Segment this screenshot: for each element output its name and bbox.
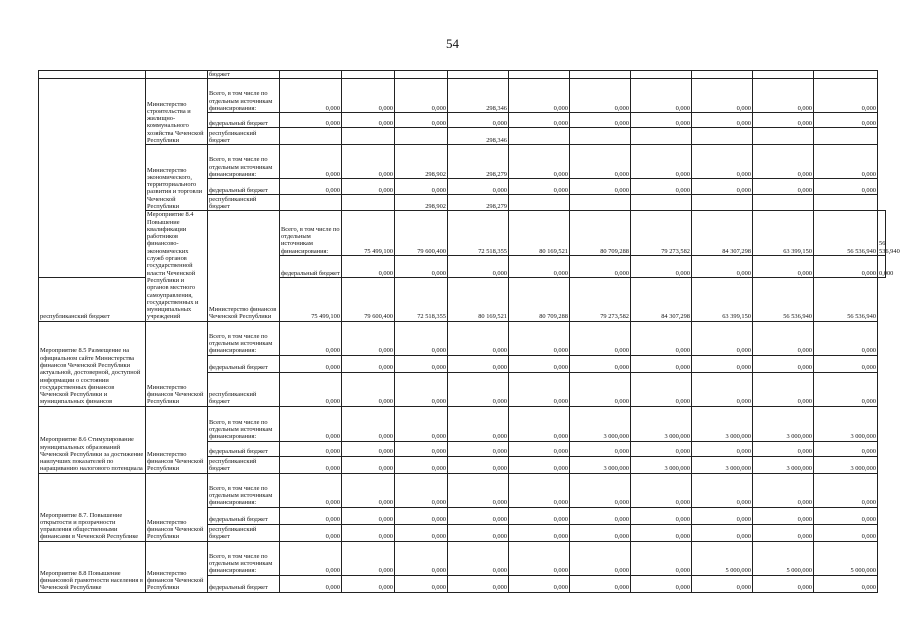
value-cell: 0,000 (814, 473, 878, 507)
value-cell: 0,000 (631, 79, 692, 113)
value-cell: 0,000 (570, 473, 631, 507)
value-cell: 63 399,150 (753, 211, 814, 256)
value-cell (280, 128, 342, 145)
value-cell: 0,000 (814, 372, 878, 406)
value-cell (395, 128, 448, 145)
executor-cell: Министерство финансов Чеченской Республики (146, 321, 208, 406)
value-cell: 0,000 (448, 256, 509, 278)
value-cell: 0,000 (570, 256, 631, 278)
value-cell: 0,000 (753, 145, 814, 179)
value-cell: 0,000 (342, 507, 395, 524)
value-cell: 5 000,000 (692, 541, 753, 575)
value-cell: 0,000 (395, 113, 448, 128)
value-cell: 298,346 (448, 79, 509, 113)
value-cell (692, 71, 753, 79)
funding-source-cell: федеральный бюджет (208, 441, 280, 456)
value-cell: 79 273,582 (631, 211, 692, 256)
value-cell: 5 000,000 (753, 541, 814, 575)
value-cell: 0,000 (631, 507, 692, 524)
value-cell: 0,000 (692, 441, 753, 456)
executor-cell: Министерство строительства и жилищно-коммунального хозяйства Чеченской Республики (146, 79, 208, 145)
value-cell: 0,000 (509, 507, 570, 524)
value-cell: 0,000 (280, 507, 342, 524)
value-cell: 0,000 (631, 441, 692, 456)
budget-table (38, 70, 900, 593)
value-cell (280, 195, 342, 211)
value-cell: 0,000 (509, 355, 570, 372)
value-cell: 80 709,288 (509, 278, 570, 321)
value-cell: 0,000 (814, 145, 878, 179)
value-cell: 0,000 (631, 473, 692, 507)
value-cell: 0,000 (509, 441, 570, 456)
value-cell: 0,000 (395, 179, 448, 195)
value-cell (570, 195, 631, 211)
value-cell: 0,000 (692, 145, 753, 179)
value-cell: 0,000 (631, 179, 692, 195)
funding-source-cell: Всего, в том числе по отдельным источникам финансирования: (208, 79, 280, 113)
value-cell: 80 169,521 (509, 211, 570, 256)
value-cell (692, 195, 753, 211)
value-cell: 0,000 (692, 321, 753, 355)
value-cell: 298,279 (448, 195, 509, 211)
value-cell: 5 000,000 (814, 541, 878, 575)
value-cell: 0,000 (448, 473, 509, 507)
table-body (39, 71, 900, 593)
value-cell: 0,000 (570, 355, 631, 372)
value-cell: 0,000 (509, 372, 570, 406)
value-cell (814, 195, 878, 211)
funding-source-cell: федеральный бюджет (280, 256, 342, 278)
value-cell: 0,000 (753, 113, 814, 128)
table-row (39, 145, 886, 179)
value-cell: 0,000 (342, 145, 395, 179)
value-cell (814, 71, 878, 79)
value-cell: 0,000 (692, 524, 753, 541)
value-cell (753, 195, 814, 211)
value-cell: 0,000 (342, 321, 395, 355)
value-cell: 0,000 (448, 113, 509, 128)
value-cell: 0,000 (280, 456, 342, 473)
executor-cell: Министерство финансов Чеченской Республики (146, 473, 208, 541)
value-cell: 0,000 (631, 256, 692, 278)
value-cell: 298,346 (448, 128, 509, 145)
value-cell: 56 536,940 (878, 211, 886, 256)
value-cell: 0,000 (814, 575, 878, 592)
value-cell: 0,000 (342, 575, 395, 592)
table-row (39, 321, 886, 355)
value-cell: 3 000,000 (692, 406, 753, 441)
value-cell: 0,000 (342, 79, 395, 113)
value-cell: 0,000 (448, 541, 509, 575)
value-cell: 3 000,000 (631, 406, 692, 441)
value-cell: 298,279 (448, 145, 509, 179)
value-cell: 298,902 (395, 195, 448, 211)
value-cell: 0,000 (509, 473, 570, 507)
value-cell: 0,000 (342, 113, 395, 128)
value-cell: 0,000 (753, 179, 814, 195)
value-cell: 79 273,582 (570, 278, 631, 321)
value-cell: 84 307,298 (631, 278, 692, 321)
value-cell: 75 499,100 (280, 278, 342, 321)
funding-source-cell: федеральный бюджет (208, 179, 280, 195)
value-cell: 0,000 (280, 179, 342, 195)
value-cell: 0,000 (395, 406, 448, 441)
value-cell: 0,000 (570, 575, 631, 592)
table-row (39, 211, 886, 256)
value-cell: 0,000 (631, 541, 692, 575)
value-cell: 0,000 (342, 456, 395, 473)
value-cell: 0,000 (448, 372, 509, 406)
value-cell (509, 128, 570, 145)
value-cell: 0,000 (448, 179, 509, 195)
value-cell: 0,000 (753, 575, 814, 592)
value-cell: 0,000 (692, 473, 753, 507)
funding-source-cell: бюджет (208, 71, 280, 79)
value-cell: 3 000,000 (570, 456, 631, 473)
value-cell: 0,000 (395, 321, 448, 355)
value-cell (342, 128, 395, 145)
executor-cell: Министерство финансов Чеченской Республики (146, 541, 208, 592)
value-cell: 0,000 (814, 507, 878, 524)
value-cell: 0,000 (509, 406, 570, 441)
value-cell (509, 195, 570, 211)
value-cell: 0,000 (509, 541, 570, 575)
value-cell: 0,000 (753, 321, 814, 355)
funding-source-cell: республиканский бюджет (208, 372, 280, 406)
activity-name-cell: Мероприятие 8.4 Повышение квалификации работников финансово-экономических служб органов государственной власти Чеченской Республики и органов местного самоуправления, государственных и муниципальных учреждений (146, 211, 208, 321)
executor-cell: Министерство финансов Чеченской Республики (208, 211, 280, 321)
funding-source-cell: республиканский бюджет (208, 456, 280, 473)
value-cell: 0,000 (692, 372, 753, 406)
funding-source-cell: Всего, в том числе по отдельным источникам финансирования: (208, 145, 280, 179)
value-cell: 0,000 (280, 321, 342, 355)
value-cell: 0,000 (280, 441, 342, 456)
value-cell: 0,000 (692, 179, 753, 195)
value-cell: 0,000 (509, 145, 570, 179)
value-cell: 0,000 (570, 113, 631, 128)
table-row (39, 71, 886, 79)
funding-source-cell: федеральный бюджет (208, 355, 280, 372)
value-cell: 0,000 (570, 524, 631, 541)
value-cell: 0,000 (342, 524, 395, 541)
value-cell: 0,000 (570, 441, 631, 456)
value-cell: 63 399,150 (692, 278, 753, 321)
value-cell: 0,000 (570, 145, 631, 179)
value-cell (509, 71, 570, 79)
value-cell: 0,000 (878, 256, 886, 278)
value-cell (570, 128, 631, 145)
funding-source-cell: республиканский бюджет (208, 128, 280, 145)
value-cell: 0,000 (692, 79, 753, 113)
value-cell: 0,000 (753, 524, 814, 541)
value-cell: 0,000 (814, 355, 878, 372)
value-cell: 0,000 (692, 575, 753, 592)
value-cell: 0,000 (509, 575, 570, 592)
value-cell: 0,000 (395, 541, 448, 575)
value-cell (570, 71, 631, 79)
value-cell: 0,000 (631, 372, 692, 406)
value-cell: 0,000 (395, 575, 448, 592)
value-cell: 0,000 (342, 541, 395, 575)
executor-cell: Министерство экономического, территориального развития и торговли Чеченской Республики (146, 145, 208, 211)
value-cell: 0,000 (395, 441, 448, 456)
value-cell: 3 000,000 (753, 406, 814, 441)
value-cell (814, 128, 878, 145)
value-cell: 84 307,298 (692, 211, 753, 256)
value-cell (342, 71, 395, 79)
value-cell: 0,000 (753, 473, 814, 507)
value-cell: 80 169,521 (448, 278, 509, 321)
value-cell: 0,000 (395, 507, 448, 524)
funding-source-cell: республиканский бюджет (39, 278, 146, 321)
funding-source-cell: Всего, в том числе по отдельным источникам финансирования: (280, 211, 342, 256)
value-cell: 0,000 (509, 456, 570, 473)
funding-source-cell: федеральный бюджет (208, 575, 280, 592)
value-cell: 0,000 (280, 79, 342, 113)
value-cell (631, 195, 692, 211)
value-cell: 0,000 (395, 456, 448, 473)
table-row (39, 541, 886, 575)
value-cell: 0,000 (280, 524, 342, 541)
value-cell: 0,000 (448, 321, 509, 355)
value-cell: 0,000 (395, 79, 448, 113)
value-cell: 0,000 (280, 473, 342, 507)
value-cell: 0,000 (280, 113, 342, 128)
value-cell: 0,000 (570, 541, 631, 575)
value-cell: 0,000 (753, 372, 814, 406)
value-cell: 0,000 (692, 507, 753, 524)
value-cell: 0,000 (814, 79, 878, 113)
value-cell: 0,000 (509, 79, 570, 113)
value-cell: 0,000 (342, 473, 395, 507)
value-cell: 0,000 (631, 145, 692, 179)
value-cell: 0,000 (814, 524, 878, 541)
value-cell: 0,000 (753, 256, 814, 278)
funding-source-cell: федеральный бюджет (208, 113, 280, 128)
funding-source-cell: Всего, в том числе по отдельным источникам финансирования: (208, 406, 280, 441)
value-cell: 298,902 (395, 145, 448, 179)
value-cell: 72 518,355 (448, 211, 509, 256)
value-cell: 0,000 (342, 372, 395, 406)
value-cell: 0,000 (448, 575, 509, 592)
value-cell (280, 71, 342, 79)
value-cell: 0,000 (509, 179, 570, 195)
value-cell: 0,000 (395, 256, 448, 278)
value-cell: 79 600,400 (395, 211, 448, 256)
value-cell: 56 536,940 (753, 278, 814, 321)
value-cell: 56 536,940 (814, 211, 878, 256)
value-cell: 0,000 (280, 355, 342, 372)
value-cell: 0,000 (448, 441, 509, 456)
value-cell: 0,000 (448, 406, 509, 441)
activity-name-cell: Мероприятие 8.8 Повышение финансовой грамотности населения в Чеченской Республике (39, 541, 146, 592)
value-cell: 0,000 (814, 256, 878, 278)
value-cell: 0,000 (814, 113, 878, 128)
activity-name-cell (39, 71, 146, 79)
funding-source-cell: федеральный бюджет (208, 507, 280, 524)
table-row (39, 406, 886, 441)
value-cell: 0,000 (448, 507, 509, 524)
value-cell (395, 71, 448, 79)
value-cell: 0,000 (509, 113, 570, 128)
funding-source-cell: Всего, в том числе по отдельным источникам финансирования: (208, 541, 280, 575)
executor-cell (146, 71, 208, 79)
value-cell: 0,000 (814, 179, 878, 195)
activity-name-cell: Мероприятие 8.7. Повышение открытости и прозрачности управления общественными финансами в Чеченской Республике (39, 473, 146, 541)
value-cell: 0,000 (448, 456, 509, 473)
value-cell (631, 128, 692, 145)
table-row (39, 473, 886, 507)
value-cell: 0,000 (631, 575, 692, 592)
value-cell: 0,000 (570, 372, 631, 406)
value-cell: 75 499,100 (342, 211, 395, 256)
funding-source-cell: Всего, в том числе по отдельным источникам финансирования: (208, 321, 280, 355)
value-cell: 0,000 (631, 321, 692, 355)
value-cell: 0,000 (692, 355, 753, 372)
value-cell: 79 600,400 (342, 278, 395, 321)
value-cell: 0,000 (814, 321, 878, 355)
activity-name-cell: Мероприятие 8.5 Размещение на официальном сайте Министерства финансов Чеченской Республики актуальной, достоверной, доступной информации о состоянии государственных финансов Чеченской Республики и муниципальных финансов (39, 321, 146, 406)
value-cell: 0,000 (631, 524, 692, 541)
value-cell: 0,000 (509, 256, 570, 278)
value-cell: 0,000 (448, 524, 509, 541)
activity-name-cell: Мероприятие 8.6 Стимулирование муниципальных образований Чеченской Республики за достижение наилучших показателей по наращиванию налогового потенциала (39, 406, 146, 473)
funding-source-cell: республиканский бюджет (208, 195, 280, 211)
activity-name-cell (39, 79, 146, 278)
value-cell: 0,000 (570, 79, 631, 113)
value-cell: 0,000 (280, 541, 342, 575)
value-cell: 0,000 (342, 406, 395, 441)
funding-source-cell: Всего, в том числе по отдельным источникам финансирования: (208, 473, 280, 507)
value-cell: 0,000 (342, 441, 395, 456)
value-cell: 0,000 (395, 355, 448, 372)
value-cell: 3 000,000 (814, 456, 878, 473)
value-cell: 0,000 (509, 524, 570, 541)
value-cell (753, 128, 814, 145)
value-cell: 3 000,000 (570, 406, 631, 441)
page-number: 54 (446, 36, 459, 51)
value-cell: 0,000 (631, 355, 692, 372)
value-cell: 0,000 (280, 372, 342, 406)
value-cell: 0,000 (395, 473, 448, 507)
value-cell: 0,000 (692, 256, 753, 278)
value-cell (631, 71, 692, 79)
value-cell: 0,000 (753, 79, 814, 113)
value-cell: 0,000 (692, 113, 753, 128)
table-row (39, 79, 886, 113)
value-cell: 80 709,288 (570, 211, 631, 256)
value-cell: 0,000 (753, 507, 814, 524)
value-cell: 3 000,000 (692, 456, 753, 473)
value-cell: 0,000 (631, 113, 692, 128)
value-cell: 3 000,000 (753, 456, 814, 473)
value-cell: 3 000,000 (814, 406, 878, 441)
value-cell: 0,000 (342, 179, 395, 195)
value-cell: 0,000 (395, 372, 448, 406)
value-cell: 0,000 (280, 145, 342, 179)
value-cell: 72 518,355 (395, 278, 448, 321)
value-cell: 0,000 (753, 441, 814, 456)
value-cell (448, 71, 509, 79)
value-cell: 0,000 (570, 321, 631, 355)
value-cell (692, 128, 753, 145)
value-cell: 0,000 (570, 179, 631, 195)
value-cell: 56 536,940 (814, 278, 878, 321)
value-cell: 0,000 (342, 355, 395, 372)
value-cell: 0,000 (753, 355, 814, 372)
value-cell (342, 195, 395, 211)
value-cell: 0,000 (395, 524, 448, 541)
executor-cell: Министерство финансов Чеченской Республики (146, 406, 208, 473)
funding-source-cell: республиканский бюджет (208, 524, 280, 541)
value-cell: 0,000 (448, 355, 509, 372)
value-cell: 0,000 (814, 441, 878, 456)
value-cell: 0,000 (280, 575, 342, 592)
value-cell: 3 000,000 (631, 456, 692, 473)
value-cell (753, 71, 814, 79)
value-cell: 0,000 (342, 256, 395, 278)
value-cell: 0,000 (280, 406, 342, 441)
value-cell: 0,000 (509, 321, 570, 355)
value-cell: 0,000 (570, 507, 631, 524)
